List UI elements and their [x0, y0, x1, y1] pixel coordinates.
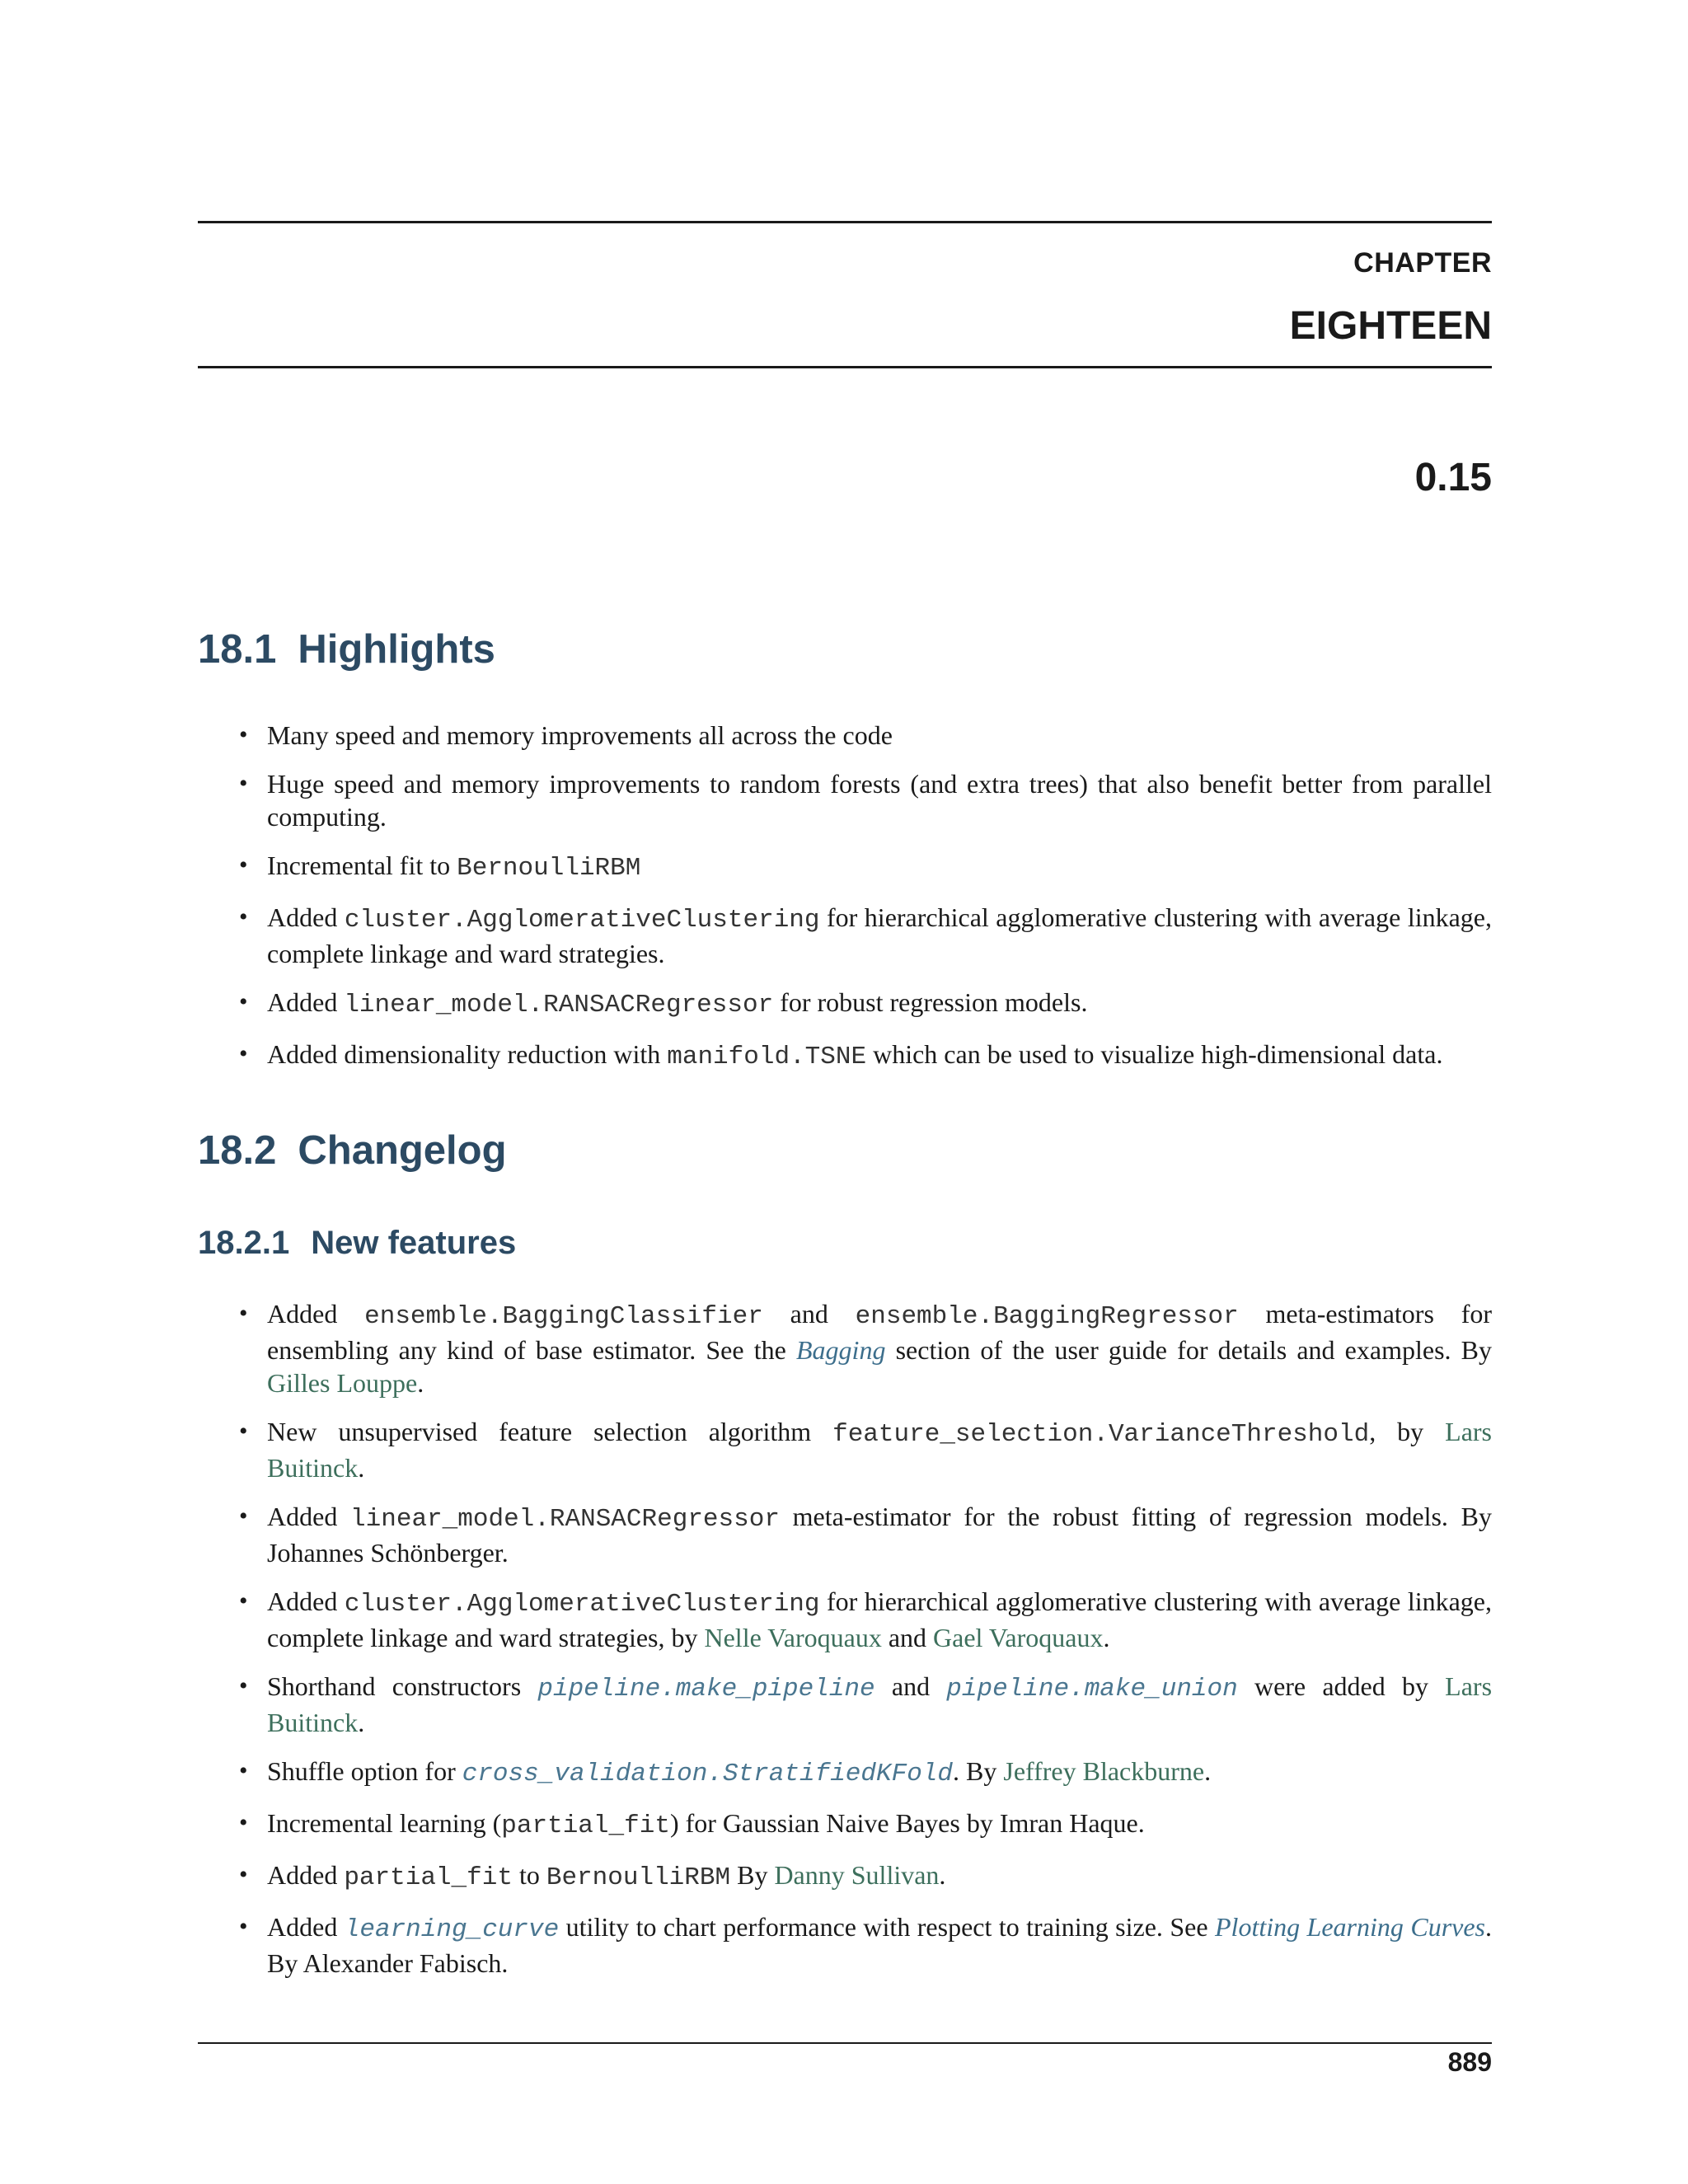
author-link[interactable]: Nelle Varoquaux	[704, 1623, 882, 1652]
code-literal: BernoulliRBM	[457, 854, 641, 883]
code-literal: linear_model.RANSACRegressor	[344, 991, 774, 1019]
list-item: • Added partial_fit to BernoulliRBM By Danny Sullivan.	[198, 1858, 1492, 1895]
section-number: 18.2	[198, 1128, 277, 1173]
list-item: • Added cluster.AgglomerativeClustering for hierarchical agglomerative clustering with average linkage, complete linkage and ward strategies, by Nelle Varoquaux and Gael Varoquaux.	[198, 1585, 1492, 1654]
section-heading-highlights	[198, 626, 495, 673]
code-literal: cluster.AgglomerativeClustering	[344, 1590, 820, 1619]
api-link[interactable]: pipeline.make_union	[946, 1675, 1238, 1704]
list-item: • Added cluster.AgglomerativeClustering for hierarchical agglomerative clustering with average linkage, complete linkage and ward strategies.	[198, 901, 1492, 970]
section-title: Changelog	[298, 1128, 507, 1173]
chapter-number: EIGHTEEN	[1289, 304, 1492, 348]
subsection-title: New features	[311, 1225, 517, 1261]
code-literal: partial_fit	[501, 1811, 670, 1840]
page-number: 889	[1447, 2047, 1492, 2077]
list-item: • Huge speed and memory improvements to random forests (and extra trees) that also benefit better from parallel computing.	[198, 767, 1492, 833]
list-item: • Many speed and memory improvements all across the code	[198, 719, 1492, 752]
list-item: • Added linear_model.RANSACRegressor meta-estimator for the robust fitting of regression models. By Johannes Schönberger.	[198, 1500, 1492, 1569]
api-link[interactable]: learning_curve	[344, 1915, 560, 1944]
section-title: Highlights	[298, 627, 495, 672]
author-link[interactable]: Lars Buitinck	[267, 1671, 1493, 1737]
chapter-title: 0.15	[1414, 456, 1492, 499]
list-item: • Incremental learning (partial_fit) for Gaussian Naive Bayes by Imran Haque.	[198, 1807, 1492, 1843]
code-literal: cluster.AgglomerativeClustering	[344, 906, 820, 935]
list-item: • Incremental fit to BernoulliRBM	[198, 849, 1492, 885]
author-link[interactable]: Lars Buitinck	[267, 1417, 1492, 1483]
list-item: • Added ensemble.BaggingClassifier and ensemble.BaggingRegressor meta-estimators for ensembling any kind of base estimator. See the Bagging section of the user guide for details and examples. By Gilles Louppe.	[198, 1297, 1492, 1399]
reference-link[interactable]: Plotting Learning Curves	[1215, 1912, 1486, 1942]
document-page	[198, 0, 1492, 2184]
code-literal: ensemble.BaggingRegressor	[855, 1302, 1239, 1331]
subsection-number: 18.2.1	[198, 1225, 290, 1261]
new-features-list	[198, 1297, 1492, 1995]
code-literal: partial_fit	[344, 1863, 513, 1892]
list-item: • Shuffle option for cross_validation.StratifiedKFold. By Jeffrey Blackburne.	[198, 1755, 1492, 1791]
api-link[interactable]: cross_validation.StratifiedKFold	[462, 1760, 954, 1788]
list-item: • Shorthand constructors pipeline.make_pipeline and pipeline.make_union were added by Lars Buitinck.	[198, 1670, 1492, 1739]
list-item: • Added dimensionality reduction with manifold.TSNE which can be used to visualize high-dimensional data.	[198, 1038, 1492, 1074]
code-literal: ensemble.BaggingClassifier	[364, 1302, 763, 1331]
list-item: • Added linear_model.RANSACRegressor for robust regression models.	[198, 986, 1492, 1022]
reference-link[interactable]: Bagging	[796, 1335, 886, 1365]
list-item: • New unsupervised feature selection algorithm feature_selection.VarianceThreshold, by Lars Buitinck.	[198, 1415, 1492, 1484]
chapter-label: CHAPTER	[1353, 247, 1492, 279]
author-link[interactable]: Jeffrey Blackburne	[1003, 1756, 1205, 1786]
code-literal: BernoulliRBM	[546, 1863, 731, 1892]
author-link[interactable]: Gilles Louppe	[267, 1368, 418, 1398]
section-number: 18.1	[198, 627, 277, 672]
api-link[interactable]: pipeline.make_pipeline	[537, 1675, 875, 1704]
author-link[interactable]: Gael Varoquaux	[933, 1623, 1104, 1652]
highlights-list	[198, 719, 1492, 1090]
chapter-bottom-rule	[198, 366, 1492, 368]
chapter-top-rule	[198, 221, 1492, 223]
code-literal: linear_model.RANSACRegressor	[350, 1505, 780, 1534]
list-item: • Added learning_curve utility to chart performance with respect to training size. See Plotting Learning Curves. By Alexander Fabisch.	[198, 1910, 1492, 1980]
footer-rule	[198, 2042, 1492, 2044]
section-heading-changelog	[198, 1127, 507, 1174]
code-literal: manifold.TSNE	[667, 1043, 867, 1071]
subsection-heading-new-features	[198, 1225, 516, 1262]
author-link[interactable]: Danny Sullivan	[774, 1860, 940, 1890]
code-literal: feature_selection.VarianceThreshold	[832, 1420, 1370, 1449]
